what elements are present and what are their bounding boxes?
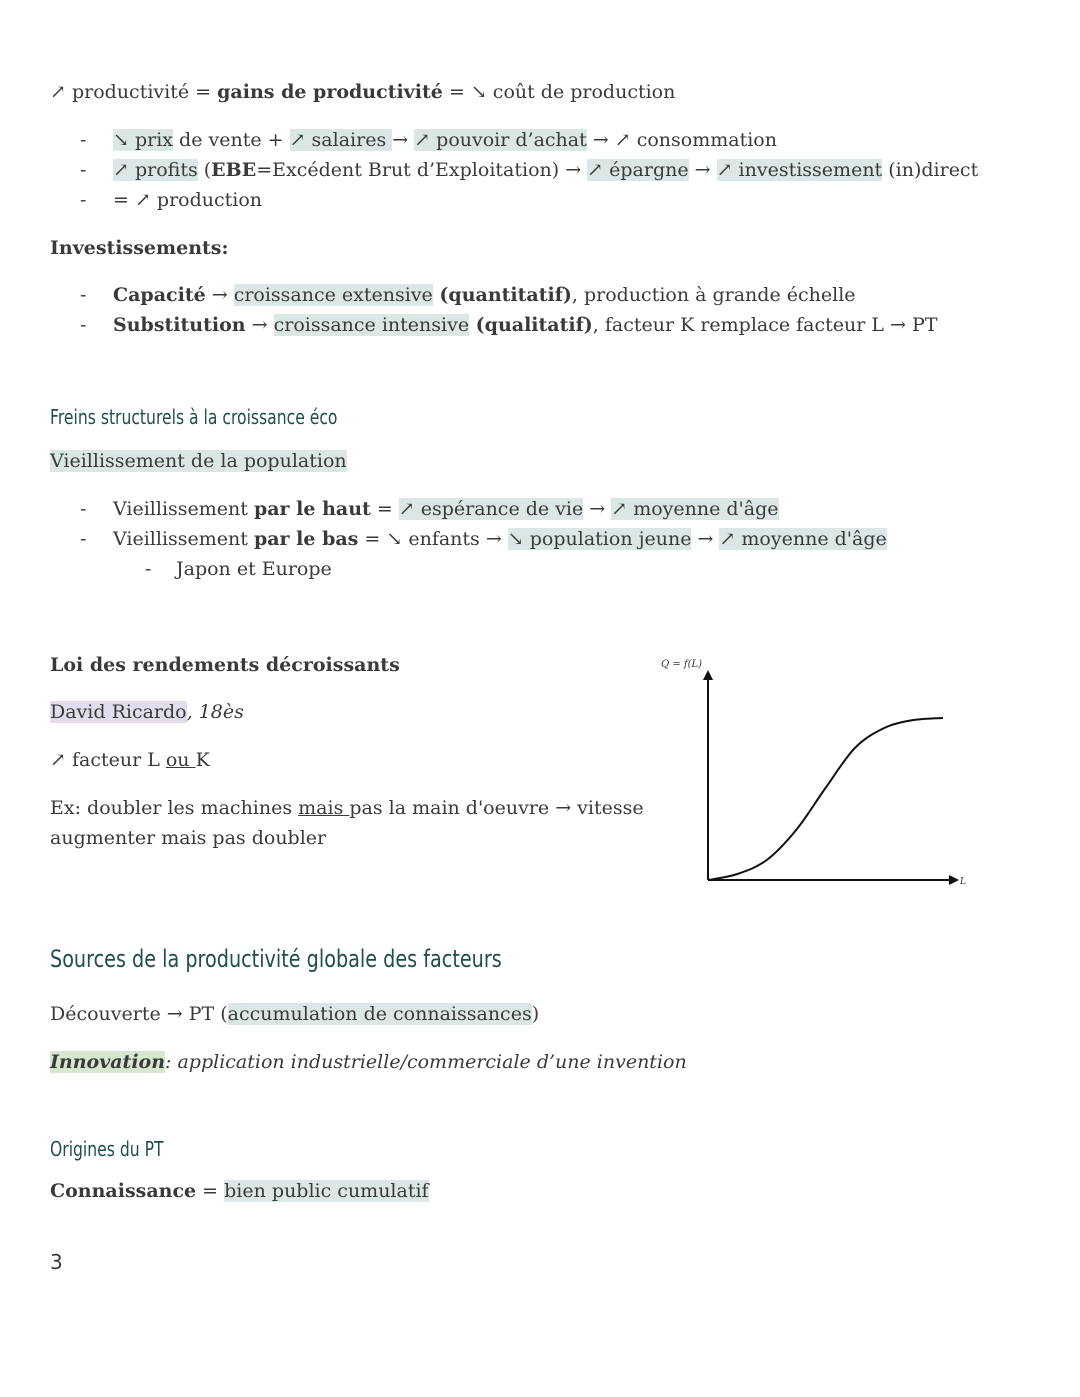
bullet-dash: - <box>145 558 152 580</box>
gains-productivite: gains de productivité <box>217 81 443 103</box>
origines-heading: Origines du PT <box>50 1137 164 1161</box>
decouverte-line: Découverte → PT (accumulation de connaissances) <box>50 1003 540 1025</box>
bullet-dash: - <box>80 159 87 181</box>
page-number: 3 <box>50 1250 63 1274</box>
loi-title: Loi des rendements décroissants <box>50 654 400 676</box>
investissements-title: Investissements: <box>50 237 229 259</box>
list-item: ↗ profits (EBE=Excédent Brut d’Exploitation) → ↗ épargne → ↗ investissement (in)direct <box>113 159 979 181</box>
series-line <box>708 718 943 880</box>
list-item: Substitution → croissance intensive (qualitatif), facteur K remplace facteur L → PT <box>113 314 938 336</box>
innovation-line: Innovation: application industrielle/commerciale d’une invention <box>50 1051 687 1073</box>
facteur-line: ↗ facteur L ou K <box>50 749 210 771</box>
list-item: = ↗ production <box>113 189 263 211</box>
freins-subheading: Vieillissement de la population <box>50 450 347 472</box>
y-axis-label: Q = f(L) <box>661 659 703 670</box>
bullet-dash: - <box>80 498 87 520</box>
freins-heading: Freins structurels à la croissance éco <box>50 405 338 429</box>
bullet-dash: - <box>80 528 87 550</box>
example-line-1: Ex: doubler les machines mais pas la main d'oeuvre → vitesse <box>50 797 644 819</box>
bullet-dash: - <box>80 284 87 306</box>
x-axis-label: L <box>960 877 966 887</box>
bullet-dash: - <box>80 129 87 151</box>
connaissance-line: Connaissance = bien public cumulatif <box>50 1180 429 1202</box>
x-axis-arrow <box>949 875 959 885</box>
arrow-up-icon: ↗ <box>50 81 66 103</box>
ricardo-line: David Ricardo, 18ès <box>50 701 244 723</box>
list-item: Capacité → croissance extensive (quantitatif), production à grande échelle <box>113 284 856 306</box>
bullet-dash: - <box>80 189 87 211</box>
list-item: Vieillissement par le haut = ↗ espérance de vie → ↗ moyenne d'âge <box>113 498 779 520</box>
example-line-2: augmenter mais pas doubler <box>50 827 327 849</box>
sources-heading: Sources de la productivité globale des facteurs <box>50 945 502 973</box>
bullet-dash: - <box>80 314 87 336</box>
list-item: ↘ prix de vente + ↗ salaires → ↗ pouvoir d’achat → ↗ consommation <box>113 129 777 151</box>
arrow-down-icon: ↘ <box>470 81 487 103</box>
production-curve-chart <box>655 652 975 892</box>
list-item: Japon et Europe <box>176 558 332 580</box>
list-item: Vieillissement par le bas = ↘ enfants → ↘ population jeune → ↗ moyenne d'âge <box>113 528 887 550</box>
intro-line: ↗ productivité = gains de productivité = ↘ coût de production <box>50 81 676 103</box>
y-axis-arrow <box>703 670 713 680</box>
